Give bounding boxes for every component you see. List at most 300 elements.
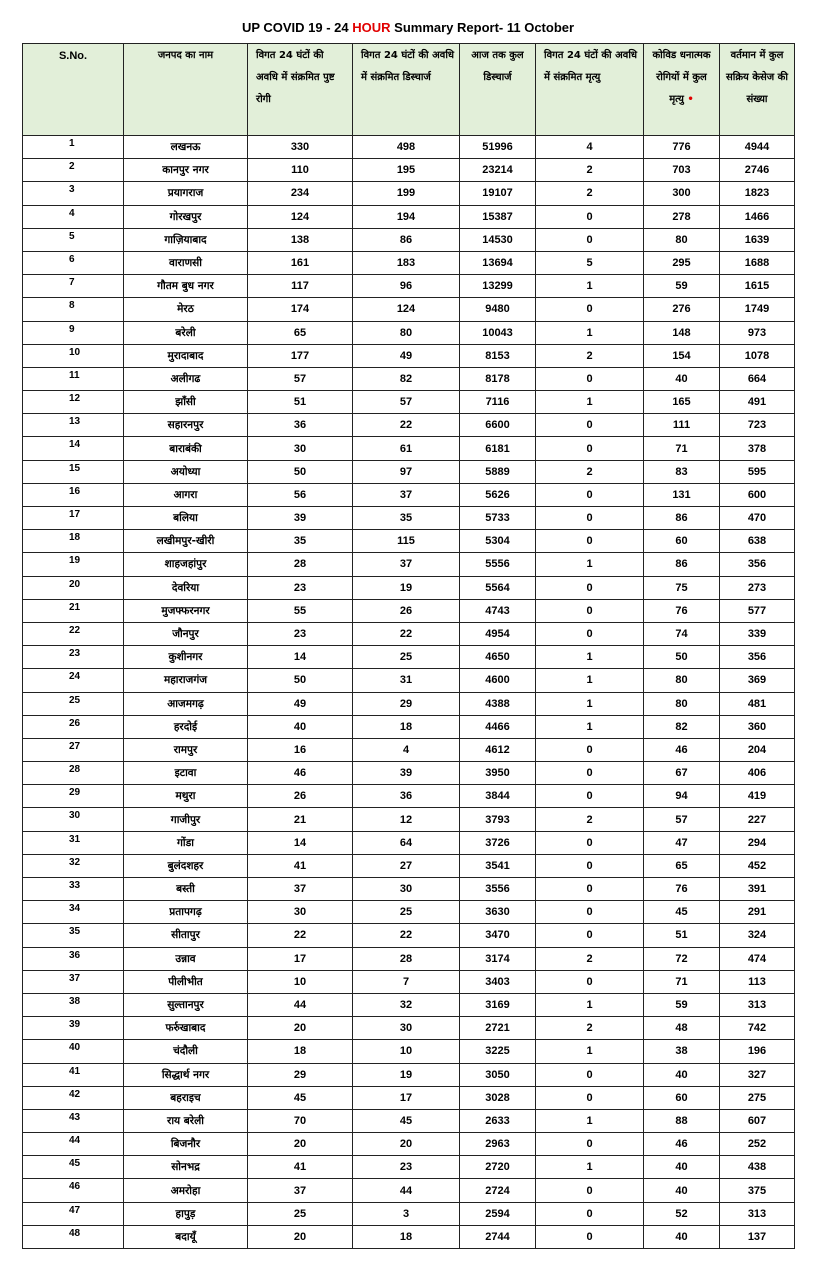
row-active-cases: 327 <box>720 1063 795 1086</box>
row-deaths-24h: 0 <box>536 762 644 785</box>
row-district: मेरठ <box>124 298 248 321</box>
row-discharge-24h: 26 <box>353 599 460 622</box>
row-district: हापुड़ <box>124 1202 248 1225</box>
table-row <box>23 1156 795 1179</box>
row-sno: 14 <box>23 437 124 460</box>
row-positive-24h: 26 <box>248 785 353 808</box>
row-active-cases: 252 <box>720 1133 795 1156</box>
row-total-discharge: 3541 <box>460 854 536 877</box>
row-discharge-24h: 29 <box>353 692 460 715</box>
row-discharge-24h: 7 <box>353 970 460 993</box>
row-sno: 27 <box>23 738 124 761</box>
table-body <box>23 136 795 1249</box>
table-row <box>23 182 795 205</box>
row-positive-24h: 30 <box>248 901 353 924</box>
row-total-discharge: 2963 <box>460 1133 536 1156</box>
row-active-cases: 313 <box>720 993 795 1016</box>
row-district: महाराजगंज <box>124 669 248 692</box>
row-total-deaths: 72 <box>644 947 720 970</box>
row-discharge-24h: 194 <box>353 205 460 228</box>
row-total-deaths: 76 <box>644 599 720 622</box>
row-active-cases: 1823 <box>720 182 795 205</box>
row-discharge-24h: 82 <box>353 367 460 390</box>
row-total-deaths: 86 <box>644 553 720 576</box>
row-active-cases: 369 <box>720 669 795 692</box>
row-total-discharge: 5626 <box>460 483 536 506</box>
row-total-deaths: 40 <box>644 367 720 390</box>
table-row <box>23 901 795 924</box>
row-total-discharge: 9480 <box>460 298 536 321</box>
row-positive-24h: 36 <box>248 414 353 437</box>
row-sno: 15 <box>23 460 124 483</box>
row-sno: 45 <box>23 1156 124 1179</box>
row-district: गाजीपुर <box>124 808 248 831</box>
row-active-cases: 339 <box>720 622 795 645</box>
row-total-deaths: 76 <box>644 878 720 901</box>
row-total-discharge: 15387 <box>460 205 536 228</box>
row-district: अलीगढ <box>124 367 248 390</box>
row-positive-24h: 14 <box>248 831 353 854</box>
row-sno: 44 <box>23 1133 124 1156</box>
table-row <box>23 251 795 274</box>
row-active-cases: 600 <box>720 483 795 506</box>
row-total-discharge: 8178 <box>460 367 536 390</box>
table-row <box>23 205 795 228</box>
row-district: चंदौली <box>124 1040 248 1063</box>
row-district: बदायूँ <box>124 1225 248 1248</box>
row-district: सोनभद्र <box>124 1156 248 1179</box>
row-total-discharge: 4388 <box>460 692 536 715</box>
row-district: आगरा <box>124 483 248 506</box>
table-row <box>23 785 795 808</box>
row-total-deaths: 47 <box>644 831 720 854</box>
row-discharge-24h: 32 <box>353 993 460 1016</box>
row-deaths-24h: 0 <box>536 1202 644 1225</box>
row-total-discharge: 3844 <box>460 785 536 808</box>
row-sno: 42 <box>23 1086 124 1109</box>
row-district: उन्नाव <box>124 947 248 970</box>
row-positive-24h: 117 <box>248 275 353 298</box>
row-sno: 28 <box>23 762 124 785</box>
row-total-deaths: 40 <box>644 1179 720 1202</box>
row-active-cases: 291 <box>720 901 795 924</box>
row-sno: 24 <box>23 669 124 692</box>
table-row <box>23 1179 795 1202</box>
row-district: वाराणसी <box>124 251 248 274</box>
row-total-deaths: 276 <box>644 298 720 321</box>
row-sno: 48 <box>23 1225 124 1248</box>
row-total-deaths: 131 <box>644 483 720 506</box>
row-positive-24h: 49 <box>248 692 353 715</box>
row-sno: 13 <box>23 414 124 437</box>
row-sno: 36 <box>23 947 124 970</box>
row-deaths-24h: 2 <box>536 182 644 205</box>
row-deaths-24h: 2 <box>536 808 644 831</box>
row-total-deaths: 38 <box>644 1040 720 1063</box>
row-total-deaths: 82 <box>644 715 720 738</box>
row-positive-24h: 28 <box>248 553 353 576</box>
row-active-cases: 324 <box>720 924 795 947</box>
row-active-cases: 273 <box>720 576 795 599</box>
row-positive-24h: 20 <box>248 1133 353 1156</box>
table-row <box>23 437 795 460</box>
row-deaths-24h: 1 <box>536 553 644 576</box>
row-positive-24h: 234 <box>248 182 353 205</box>
header-total-deaths-marker: • <box>687 94 694 105</box>
table-row <box>23 553 795 576</box>
row-total-discharge: 2720 <box>460 1156 536 1179</box>
row-positive-24h: 124 <box>248 205 353 228</box>
row-deaths-24h: 2 <box>536 344 644 367</box>
row-positive-24h: 138 <box>248 228 353 251</box>
row-discharge-24h: 45 <box>353 1109 460 1132</box>
row-total-deaths: 80 <box>644 228 720 251</box>
row-total-deaths: 295 <box>644 251 720 274</box>
row-deaths-24h: 2 <box>536 460 644 483</box>
table-row <box>23 669 795 692</box>
row-discharge-24h: 20 <box>353 1133 460 1156</box>
row-sno: 29 <box>23 785 124 808</box>
row-district: रामपुर <box>124 738 248 761</box>
row-discharge-24h: 17 <box>353 1086 460 1109</box>
row-discharge-24h: 10 <box>353 1040 460 1063</box>
row-total-deaths: 59 <box>644 275 720 298</box>
row-discharge-24h: 22 <box>353 414 460 437</box>
row-positive-24h: 44 <box>248 993 353 1016</box>
row-positive-24h: 46 <box>248 762 353 785</box>
row-total-discharge: 4743 <box>460 599 536 622</box>
table-row <box>23 646 795 669</box>
row-district: अयोध्या <box>124 460 248 483</box>
header-district: जनपद का नाम <box>124 44 248 136</box>
row-positive-24h: 330 <box>248 136 353 159</box>
row-positive-24h: 17 <box>248 947 353 970</box>
row-positive-24h: 57 <box>248 367 353 390</box>
row-total-deaths: 703 <box>644 159 720 182</box>
row-active-cases: 1639 <box>720 228 795 251</box>
row-total-discharge: 6600 <box>460 414 536 437</box>
row-deaths-24h: 0 <box>536 901 644 924</box>
row-discharge-24h: 195 <box>353 159 460 182</box>
row-district: कानपुर नगर <box>124 159 248 182</box>
row-deaths-24h: 0 <box>536 228 644 251</box>
row-deaths-24h: 0 <box>536 437 644 460</box>
row-discharge-24h: 199 <box>353 182 460 205</box>
row-sno: 22 <box>23 622 124 645</box>
row-sno: 43 <box>23 1109 124 1132</box>
row-positive-24h: 22 <box>248 924 353 947</box>
row-deaths-24h: 1 <box>536 391 644 414</box>
report-title <box>0 20 816 35</box>
header-total-deaths <box>644 44 720 136</box>
row-deaths-24h: 0 <box>536 1225 644 1248</box>
row-district: बलिया <box>124 507 248 530</box>
row-district: आजमगढ़ <box>124 692 248 715</box>
row-discharge-24h: 19 <box>353 1063 460 1086</box>
row-discharge-24h: 18 <box>353 715 460 738</box>
row-district: बिजनौर <box>124 1133 248 1156</box>
row-sno: 1 <box>23 136 124 159</box>
row-active-cases: 638 <box>720 530 795 553</box>
row-active-cases: 1078 <box>720 344 795 367</box>
row-district: झाँसी <box>124 391 248 414</box>
row-deaths-24h: 0 <box>536 622 644 645</box>
row-deaths-24h: 0 <box>536 785 644 808</box>
row-deaths-24h: 1 <box>536 993 644 1016</box>
row-sno: 35 <box>23 924 124 947</box>
row-sno: 11 <box>23 367 124 390</box>
row-active-cases: 4944 <box>720 136 795 159</box>
row-sno: 17 <box>23 507 124 530</box>
table-row <box>23 924 795 947</box>
row-total-discharge: 3470 <box>460 924 536 947</box>
row-total-deaths: 45 <box>644 901 720 924</box>
row-total-discharge: 5733 <box>460 507 536 530</box>
row-sno: 33 <box>23 878 124 901</box>
header-deaths-24h: विगत 24 घंटों की अवधि में संक्रमित मृत्यु <box>536 44 644 136</box>
row-sno: 39 <box>23 1017 124 1040</box>
table-row <box>23 622 795 645</box>
row-district: राय बरेली <box>124 1109 248 1132</box>
row-active-cases: 474 <box>720 947 795 970</box>
row-positive-24h: 39 <box>248 507 353 530</box>
row-active-cases: 375 <box>720 1179 795 1202</box>
row-district: देवरिया <box>124 576 248 599</box>
row-deaths-24h: 0 <box>536 1179 644 1202</box>
header-active-cases: वर्तमान में कुल सक्रिय केसेज की संख्या <box>720 44 795 136</box>
row-district: बरेली <box>124 321 248 344</box>
table-row <box>23 1040 795 1063</box>
row-sno: 31 <box>23 831 124 854</box>
header-positive-24h: विगत 24 घंटों की अवधि में संक्रमित पुष्ट रोगी <box>248 44 353 136</box>
row-deaths-24h: 2 <box>536 947 644 970</box>
row-discharge-24h: 4 <box>353 738 460 761</box>
row-positive-24h: 41 <box>248 854 353 877</box>
row-deaths-24h: 4 <box>536 136 644 159</box>
row-sno: 30 <box>23 808 124 831</box>
row-active-cases: 313 <box>720 1202 795 1225</box>
row-discharge-24h: 12 <box>353 808 460 831</box>
row-active-cases: 577 <box>720 599 795 622</box>
row-total-deaths: 65 <box>644 854 720 877</box>
row-sno: 9 <box>23 321 124 344</box>
report-title-highlight: HOUR <box>352 20 391 35</box>
row-district: गाज़ियाबाद <box>124 228 248 251</box>
row-total-deaths: 74 <box>644 622 720 645</box>
row-sno: 3 <box>23 182 124 205</box>
row-positive-24h: 161 <box>248 251 353 274</box>
row-deaths-24h: 2 <box>536 159 644 182</box>
row-active-cases: 1466 <box>720 205 795 228</box>
row-active-cases: 438 <box>720 1156 795 1179</box>
row-total-deaths: 46 <box>644 738 720 761</box>
row-total-deaths: 48 <box>644 1017 720 1040</box>
row-discharge-24h: 124 <box>353 298 460 321</box>
row-district: गोंडा <box>124 831 248 854</box>
row-deaths-24h: 0 <box>536 483 644 506</box>
header-total-deaths-label: कोविड धनात्मक रोगियों में कुल मृत्यु <box>652 50 711 105</box>
row-total-discharge: 2724 <box>460 1179 536 1202</box>
row-total-discharge: 3050 <box>460 1063 536 1086</box>
row-district: सुल्तानपुर <box>124 993 248 1016</box>
row-active-cases: 356 <box>720 553 795 576</box>
row-discharge-24h: 64 <box>353 831 460 854</box>
row-total-deaths: 154 <box>644 344 720 367</box>
row-active-cases: 356 <box>720 646 795 669</box>
row-total-discharge: 5564 <box>460 576 536 599</box>
row-sno: 21 <box>23 599 124 622</box>
row-discharge-24h: 36 <box>353 785 460 808</box>
row-total-discharge: 2633 <box>460 1109 536 1132</box>
table-row <box>23 1109 795 1132</box>
row-total-discharge: 6181 <box>460 437 536 460</box>
row-deaths-24h: 0 <box>536 1133 644 1156</box>
row-total-discharge: 7116 <box>460 391 536 414</box>
row-discharge-24h: 39 <box>353 762 460 785</box>
row-total-discharge: 3950 <box>460 762 536 785</box>
row-discharge-24h: 30 <box>353 878 460 901</box>
row-discharge-24h: 96 <box>353 275 460 298</box>
row-positive-24h: 29 <box>248 1063 353 1086</box>
row-district: हरदोई <box>124 715 248 738</box>
row-deaths-24h: 1 <box>536 692 644 715</box>
table-row <box>23 460 795 483</box>
row-total-deaths: 165 <box>644 391 720 414</box>
table-row <box>23 808 795 831</box>
row-sno: 25 <box>23 692 124 715</box>
row-total-deaths: 148 <box>644 321 720 344</box>
row-positive-24h: 23 <box>248 622 353 645</box>
table-row <box>23 530 795 553</box>
row-total-deaths: 51 <box>644 924 720 947</box>
row-total-deaths: 46 <box>644 1133 720 1156</box>
table-row <box>23 414 795 437</box>
row-district: बाराबंकी <box>124 437 248 460</box>
table-row <box>23 1202 795 1225</box>
row-deaths-24h: 0 <box>536 924 644 947</box>
row-positive-24h: 174 <box>248 298 353 321</box>
row-positive-24h: 55 <box>248 599 353 622</box>
row-sno: 5 <box>23 228 124 251</box>
row-total-discharge: 13694 <box>460 251 536 274</box>
table-row <box>23 762 795 785</box>
row-active-cases: 227 <box>720 808 795 831</box>
row-district: अमरोहा <box>124 1179 248 1202</box>
row-district: प्रतापगढ़ <box>124 901 248 924</box>
row-positive-24h: 37 <box>248 878 353 901</box>
row-discharge-24h: 37 <box>353 553 460 576</box>
row-district: प्रयागराज <box>124 182 248 205</box>
row-deaths-24h: 1 <box>536 715 644 738</box>
row-deaths-24h: 1 <box>536 646 644 669</box>
row-total-deaths: 83 <box>644 460 720 483</box>
covid-summary-table <box>22 43 795 1249</box>
row-active-cases: 204 <box>720 738 795 761</box>
row-sno: 18 <box>23 530 124 553</box>
row-total-discharge: 19107 <box>460 182 536 205</box>
row-sno: 12 <box>23 391 124 414</box>
row-active-cases: 137 <box>720 1225 795 1248</box>
row-discharge-24h: 183 <box>353 251 460 274</box>
row-sno: 34 <box>23 901 124 924</box>
row-discharge-24h: 44 <box>353 1179 460 1202</box>
row-total-deaths: 80 <box>644 692 720 715</box>
row-discharge-24h: 3 <box>353 1202 460 1225</box>
row-positive-24h: 14 <box>248 646 353 669</box>
row-discharge-24h: 37 <box>353 483 460 506</box>
row-active-cases: 360 <box>720 715 795 738</box>
row-deaths-24h: 0 <box>536 507 644 530</box>
row-total-discharge: 3726 <box>460 831 536 854</box>
row-deaths-24h: 1 <box>536 669 644 692</box>
row-active-cases: 595 <box>720 460 795 483</box>
row-sno: 26 <box>23 715 124 738</box>
row-positive-24h: 51 <box>248 391 353 414</box>
row-district: बहराइच <box>124 1086 248 1109</box>
table-row <box>23 344 795 367</box>
row-positive-24h: 20 <box>248 1017 353 1040</box>
row-discharge-24h: 35 <box>353 507 460 530</box>
row-deaths-24h: 0 <box>536 1086 644 1109</box>
row-total-deaths: 52 <box>644 1202 720 1225</box>
row-total-deaths: 88 <box>644 1109 720 1132</box>
table-row <box>23 878 795 901</box>
row-active-cases: 2746 <box>720 159 795 182</box>
row-district: बुलंदशहर <box>124 854 248 877</box>
row-discharge-24h: 27 <box>353 854 460 877</box>
row-active-cases: 378 <box>720 437 795 460</box>
row-total-discharge: 4650 <box>460 646 536 669</box>
row-district: मुजफ्फरनगर <box>124 599 248 622</box>
row-discharge-24h: 23 <box>353 1156 460 1179</box>
report-title-prefix: UP COVID 19 - 24 <box>241 20 353 35</box>
row-total-discharge: 4466 <box>460 715 536 738</box>
row-total-deaths: 40 <box>644 1063 720 1086</box>
row-active-cases: 1749 <box>720 298 795 321</box>
report-title-suffix: Summary Report- 11 October <box>390 20 575 35</box>
table-row <box>23 367 795 390</box>
table-row <box>23 692 795 715</box>
row-total-discharge: 51996 <box>460 136 536 159</box>
row-total-discharge: 2594 <box>460 1202 536 1225</box>
row-sno: 47 <box>23 1202 124 1225</box>
row-positive-24h: 25 <box>248 1202 353 1225</box>
row-total-discharge: 13299 <box>460 275 536 298</box>
row-district: सहारनपुर <box>124 414 248 437</box>
row-discharge-24h: 18 <box>353 1225 460 1248</box>
row-district: मुरादाबाद <box>124 344 248 367</box>
row-deaths-24h: 0 <box>536 831 644 854</box>
row-discharge-24h: 22 <box>353 622 460 645</box>
row-total-discharge: 2744 <box>460 1225 536 1248</box>
table-row <box>23 1133 795 1156</box>
row-discharge-24h: 22 <box>353 924 460 947</box>
row-positive-24h: 40 <box>248 715 353 738</box>
row-total-deaths: 40 <box>644 1156 720 1179</box>
row-deaths-24h: 0 <box>536 367 644 390</box>
row-discharge-24h: 57 <box>353 391 460 414</box>
row-total-discharge: 4600 <box>460 669 536 692</box>
row-positive-24h: 65 <box>248 321 353 344</box>
row-district: इटावा <box>124 762 248 785</box>
table-row <box>23 391 795 414</box>
row-district: सीतापुर <box>124 924 248 947</box>
row-active-cases: 196 <box>720 1040 795 1063</box>
row-active-cases: 391 <box>720 878 795 901</box>
row-positive-24h: 45 <box>248 1086 353 1109</box>
row-total-deaths: 57 <box>644 808 720 831</box>
row-discharge-24h: 498 <box>353 136 460 159</box>
